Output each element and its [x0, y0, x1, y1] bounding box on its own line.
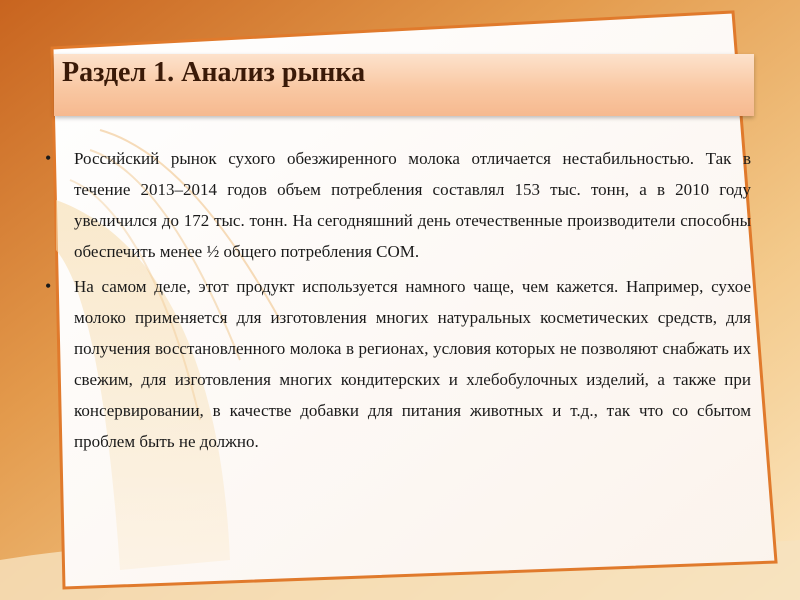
- slide-title: Раздел 1. Анализ рынка: [62, 57, 366, 88]
- title-bar: [54, 54, 754, 116]
- bullet-text: Российский рынок сухого обезжиренного молока отличается нестабильностью. Так в течение 2013–2014 годов объем потребления составлял 153 тыс. тонн, а в 2010 году увеличился до 172 тыс. тонн. На сегодняшний день отечественные производители способны обеспечить менее ½ общего потребления СОМ.: [74, 149, 751, 261]
- bullet-item: [45, 271, 751, 457]
- content-body: [45, 143, 751, 457]
- bullet-marker: •: [45, 276, 52, 296]
- bullet-text: На самом деле, этот продукт используется намного чаще, чем кажется. Например, сухое молоко применяется для изготовления многих натуральных косметических средств, для получения восстановленного молока в регионах, условия которых не позволяют снабжать их свежим, для изготовления многих кондитерских и хлебобулочных изделий, а также при консервировании, в качестве добавки для питания животных и т.д., так что со сбытом проблем быть не должно.: [74, 277, 751, 451]
- bullet-marker: •: [45, 148, 52, 168]
- bullet-item: [45, 143, 751, 267]
